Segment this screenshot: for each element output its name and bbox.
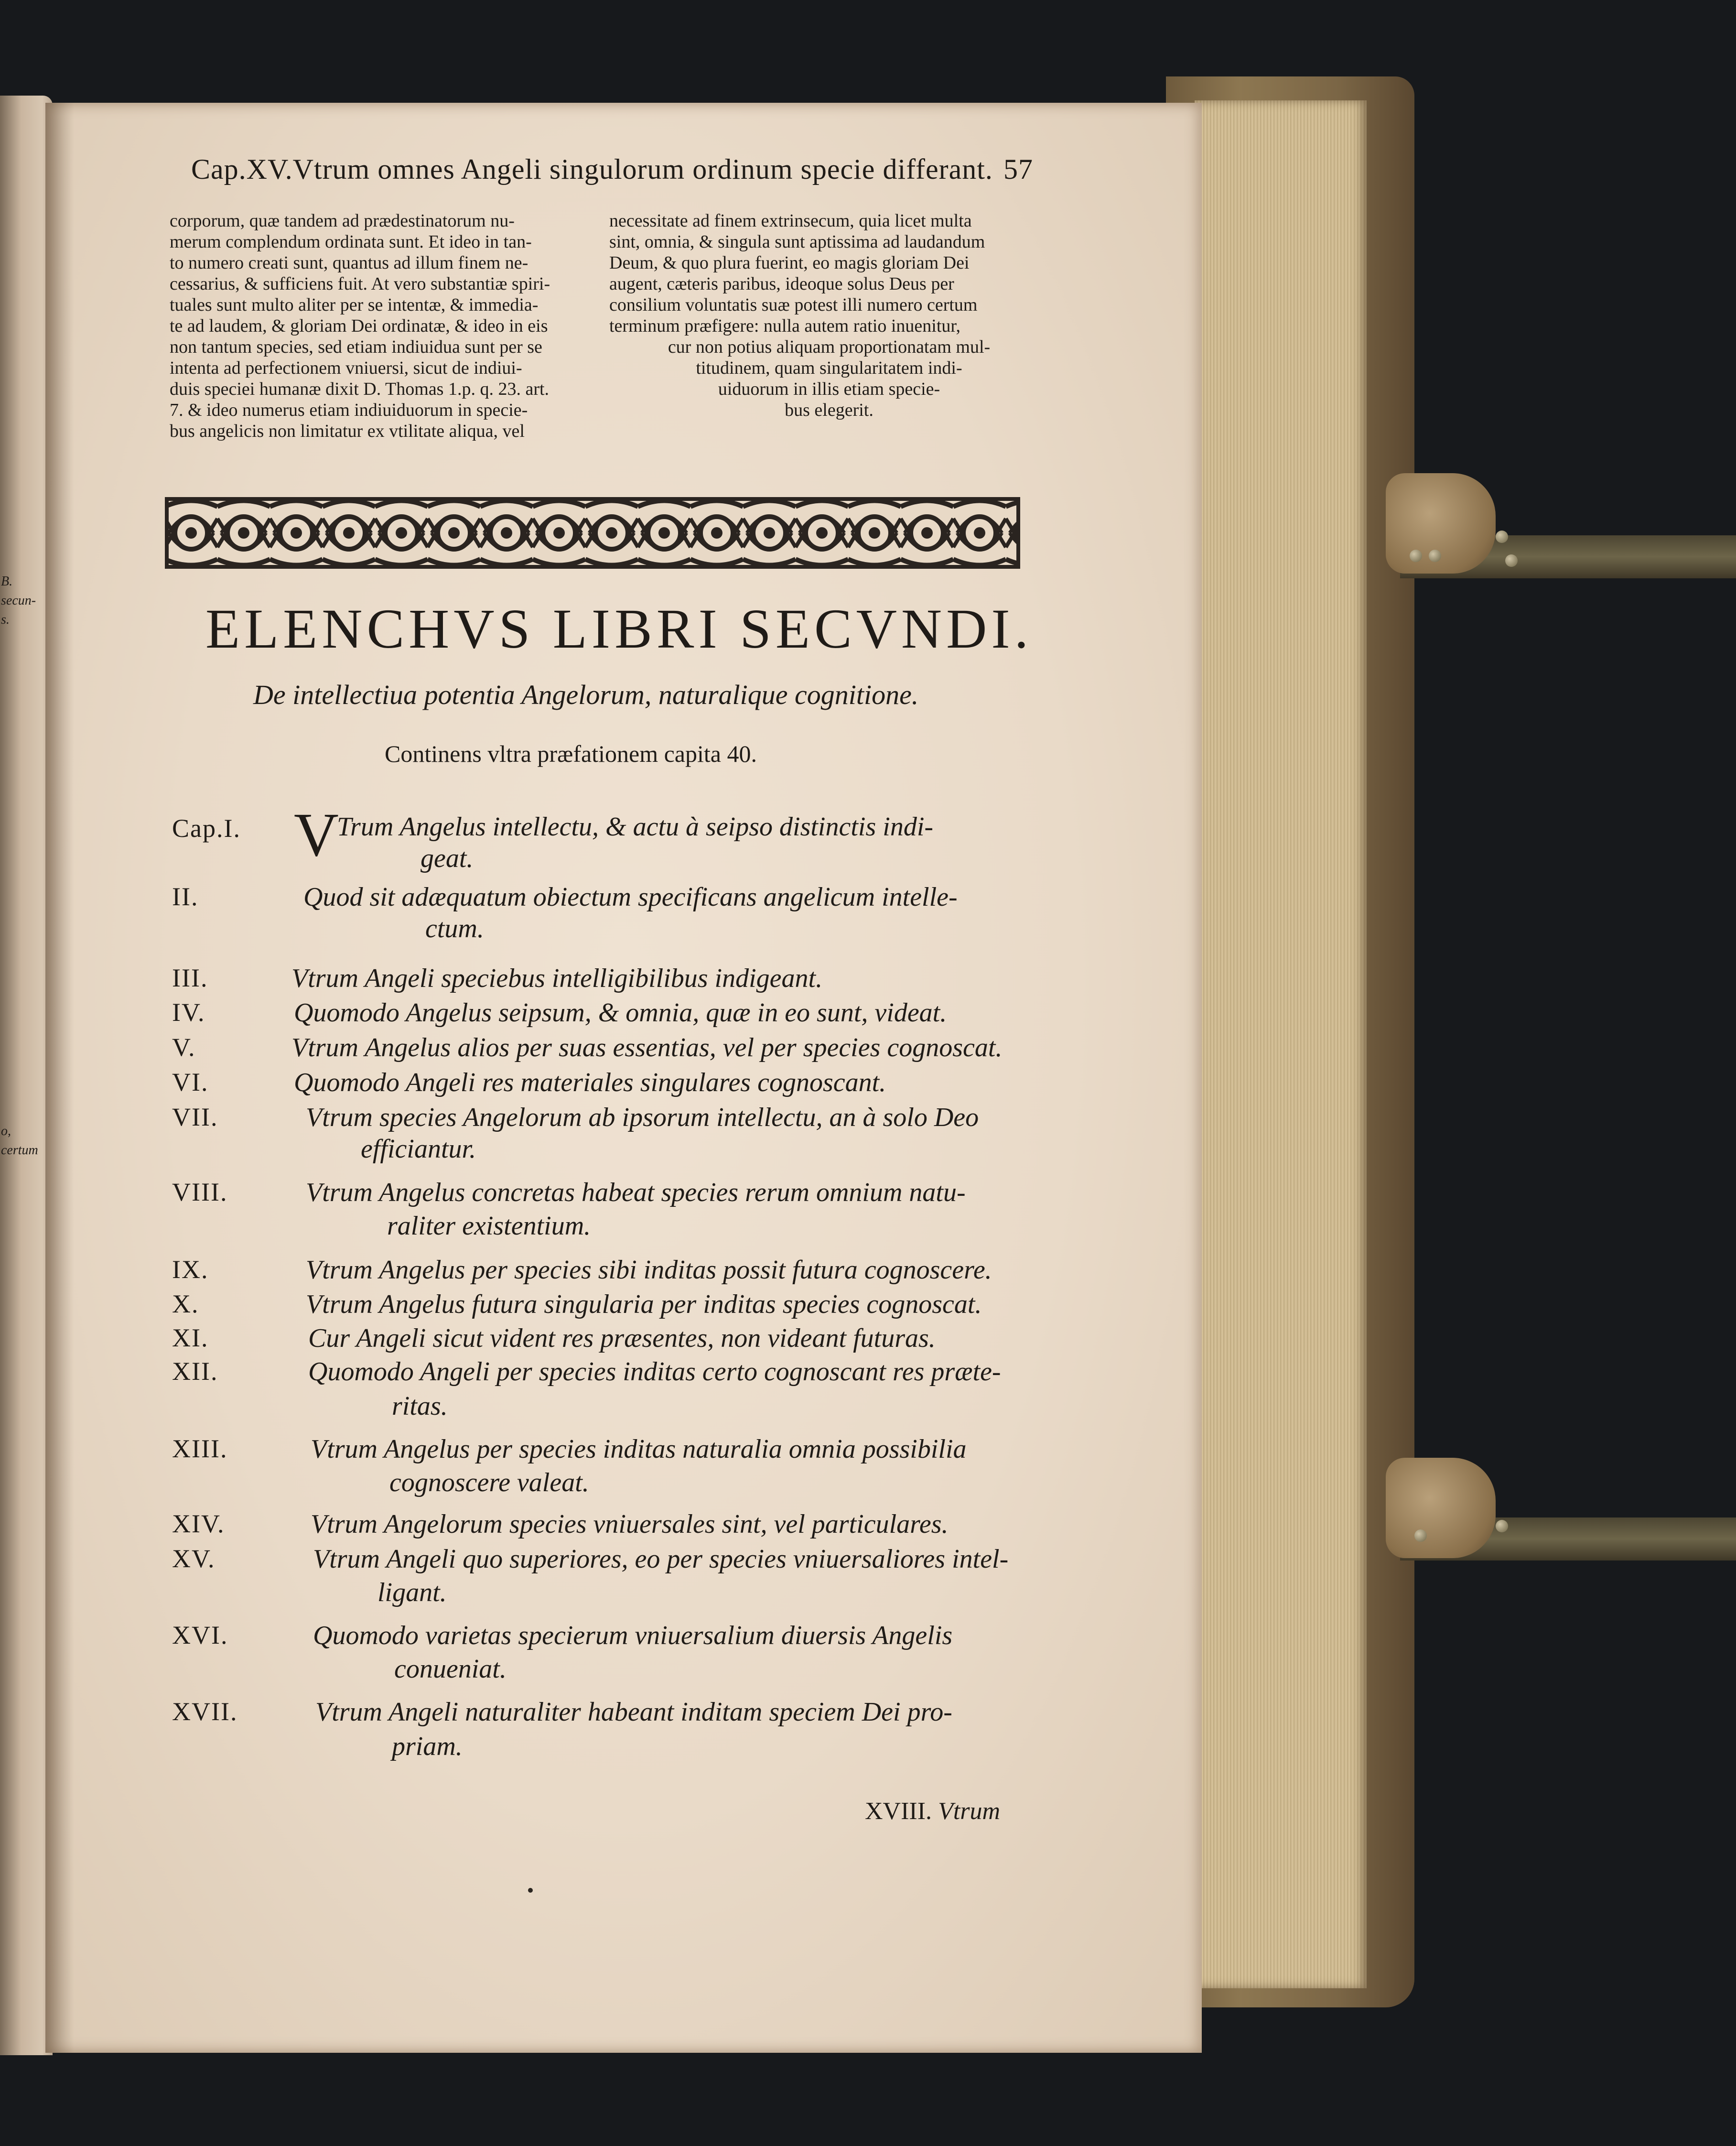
ink-speck [528, 1888, 533, 1893]
rivet-icon [1496, 1520, 1508, 1532]
chapter-number: XV. [172, 1544, 216, 1573]
clasp-top [1386, 473, 1496, 574]
catchword-number: XVIII. [865, 1798, 932, 1825]
margin-note: secun- [1, 593, 36, 608]
running-head-title: Cap.XV.Vtrum omnes Angeli singulorum ordinum specie differant. [191, 153, 993, 185]
drop-cap: V [294, 801, 339, 869]
rivet-icon [1429, 550, 1441, 562]
chapter-title-line: priam. [392, 1732, 463, 1761]
text-line: bus angelicis non limitatur ex vtilitate aliqua, vel [170, 421, 525, 441]
text-line: corporum, quæ tandem ad prædestinatorum nu- [170, 211, 515, 231]
margin-note: B. [1, 574, 13, 589]
chapter-number: IV. [172, 998, 205, 1027]
chapter-title-line: raliter existentium. [387, 1211, 591, 1241]
chapter-title-line: cognoscere valeat. [389, 1468, 589, 1497]
chapter-number: XVI. [172, 1621, 228, 1649]
chapter-number: VI. [172, 1068, 209, 1096]
chapter-number: Cap.I. [172, 814, 241, 843]
text-line: terminum præfigere: nulla autem ratio inuenitur, [609, 316, 961, 336]
margin-note: s. [1, 612, 10, 627]
chapter-title-line: Trum Angelus intellectu, & actu à seipso distinctis indi- [337, 812, 934, 842]
chapter-title-line: Quomodo varietas specierum vniuersalium diuersis Angelis [313, 1621, 953, 1650]
text-line: intenta ad perfectionem vniuersi, sicut de indiui- [170, 358, 522, 378]
chapter-title-line: efficiantur. [361, 1134, 476, 1164]
section-subtitle: De intellectiua potentia Angelorum, naturalique cognitione. [253, 679, 919, 710]
chapter-title-line: Quomodo Angeli res materiales singulares cognoscant. [294, 1068, 886, 1097]
running-head [191, 153, 1051, 186]
chapter-title-line: Quomodo Angeli per species inditas certo cognoscant res præte- [308, 1357, 1001, 1387]
rivet-icon [1505, 554, 1518, 567]
chapter-title-line: Vtrum Angelus per species sibi inditas possit futura cognoscere. [306, 1255, 992, 1285]
chapter-title-line: geat. [421, 844, 474, 873]
text-line: cur non potius aliquam proportionatam mul- [668, 337, 991, 357]
chapter-number: V. [172, 1033, 196, 1062]
chapter-title-line: Vtrum Angeli quo superiores, eo per species vniuersaliores intel- [313, 1544, 1009, 1574]
chapter-title-line: Vtrum Angelus futura singularia per inditas species cognoscat. [306, 1290, 982, 1319]
text-line: consilium voluntatis suæ potest illi numero certum [609, 295, 978, 315]
page-fore-edge [1195, 100, 1367, 1988]
clasp-bottom [1386, 1458, 1496, 1558]
chapter-title-line: Cur Angeli sicut vident res præsentes, non videant futuras. [308, 1323, 936, 1353]
text-line: duis speciei humanæ dixit D. Thomas 1.p. q. 23. art. [170, 379, 550, 399]
chapter-number: III. [172, 964, 208, 992]
chapter-count-note: Continens vltra præfationem capita 40. [385, 740, 757, 767]
chapter-number: XIV. [172, 1509, 225, 1538]
text-column-left [170, 210, 590, 442]
chapter-number: II. [172, 882, 199, 911]
section-title: ELENCHVS LIBRI SECVNDI. [205, 597, 1033, 660]
rivet-icon [1414, 1529, 1427, 1542]
margin-note: o, [1, 1124, 11, 1138]
text-column-right [609, 210, 1049, 421]
text-line: sint, omnia, & singula sunt aptissima ad laudandum [609, 232, 985, 252]
chapter-title-line: Vtrum Angeli speciebus intelligibilibus indigeant. [291, 964, 823, 993]
text-line: augent, cæteris paribus, ideoque solus Deus per [609, 274, 954, 294]
margin-note: certum [1, 1143, 38, 1158]
chapter-title-line: Quomodo Angelus seipsum, & omnia, quæ in eo sunt, videat. [294, 998, 947, 1028]
page-number: 57 [1003, 153, 1033, 185]
chapter-title-line: ligant. [377, 1578, 447, 1607]
text-line: titudinem, quam singularitatem indi- [696, 358, 962, 378]
chapter-title-line: Vtrum Angeli naturaliter habeant inditam speciem Dei pro- [315, 1697, 952, 1727]
ornament-band [165, 497, 1020, 569]
chapter-number: IX. [172, 1255, 209, 1284]
text-line: bus elegerit. [785, 400, 873, 420]
chapter-number: XIII. [172, 1434, 228, 1463]
rivet-icon [1410, 550, 1422, 562]
chapter-number: XI. [172, 1323, 209, 1352]
rivet-icon [1496, 531, 1508, 543]
text-line: non tantum species, sed etiam indiuidua sunt per se [170, 337, 542, 357]
chapter-title-line: Vtrum species Angelorum ab ipsorum intellectu, an à solo Deo [306, 1103, 979, 1132]
chapter-title-line: Vtrum Angelus concretas habeat species rerum omnium natu- [306, 1178, 966, 1207]
chapter-title-line: ctum. [425, 914, 484, 943]
chapter-number: XVII. [172, 1697, 238, 1726]
text-line: uiduorum in illis etiam specie- [718, 379, 940, 399]
chapter-title-line: Vtrum Angelus alios per suas essentias, vel per species cognoscat. [291, 1033, 1003, 1062]
chapter-number: VII. [172, 1103, 218, 1131]
chapter-number: XII. [172, 1357, 218, 1386]
text-line: merum complendum ordinata sunt. Et ideo in tan- [170, 232, 532, 252]
gutter-shadow [45, 103, 74, 2053]
chapter-title-line: Vtrum Angelus per species inditas naturalia omnia possibilia [311, 1434, 967, 1464]
text-line: te ad laudem, & gloriam Dei ordinatæ, & ideo in eis [170, 316, 548, 336]
text-line: cessarius, & sufficiens fuit. At vero substantiæ spiri- [170, 274, 550, 294]
chapter-title-line: conueniat. [394, 1654, 507, 1684]
chapter-title-line: Vtrum Angelorum species vniuersales sint, vel particulares. [311, 1509, 949, 1539]
text-line: Deum, & quo plura fuerint, eo magis gloriam Dei [609, 253, 970, 273]
text-line: 7. & ideo numerus etiam indiuiduorum in specie- [170, 400, 528, 420]
text-line: to numero creati sunt, quantus ad illum finem ne- [170, 253, 528, 273]
text-line: necessitate ad finem extrinsecum, quia licet multa [609, 211, 972, 231]
chapter-number: VIII. [172, 1178, 228, 1206]
left-page-edge [0, 96, 53, 2055]
chapter-number: X. [172, 1290, 199, 1318]
text-line: tuales sunt multo aliter per se intentæ, & immedia- [170, 295, 539, 315]
catchword-text: Vtrum [938, 1798, 1001, 1825]
chapter-title-line: ritas. [392, 1391, 448, 1421]
chapter-title-line: Quod sit adæquatum obiectum specificans angelicum intelle- [303, 882, 958, 912]
catchword [865, 1797, 1000, 1825]
